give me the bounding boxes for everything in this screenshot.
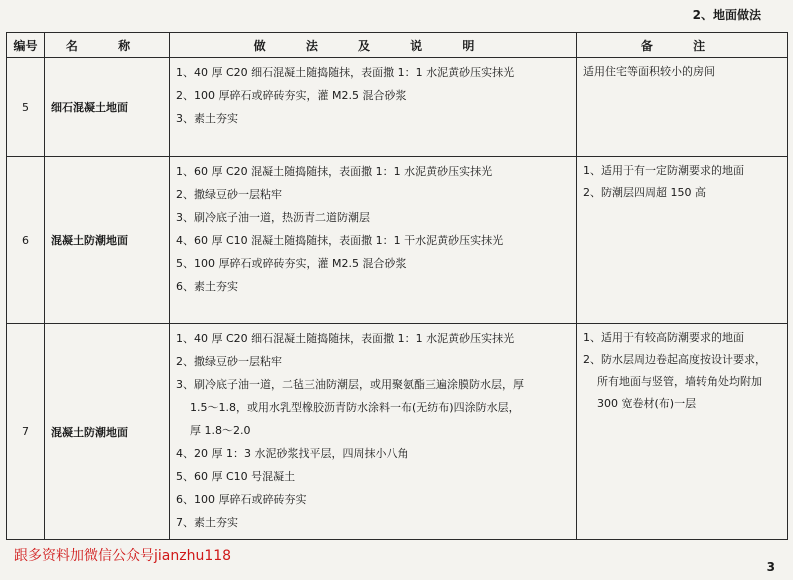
method-line: 1、40 厚 C20 细石混凝土随捣随抹，表面撒 1：1 水泥黄砂压实抹光 xyxy=(176,66,515,79)
method-line: 1、60 厚 C20 混凝土随捣随抹，表面撒 1：1 水泥黄砂压实抹光 xyxy=(176,165,493,178)
table-row xyxy=(7,58,788,157)
row-number: 6 xyxy=(7,157,45,324)
remark-line: 300 宽卷材(布)一层 xyxy=(597,397,697,410)
section-title: 2、地面做法 xyxy=(692,8,761,22)
remark-line: 适用住宅等面积较小的房间 xyxy=(583,65,715,78)
method-line: 7、素土夯实 xyxy=(176,516,238,529)
method-line: 5、100 厚碎石或碎砖夯实，灌 M2.5 混合砂浆 xyxy=(176,257,407,270)
header-method: 做 法 及 说 明 xyxy=(170,33,577,58)
remark-line: 所有地面与竖管，墙转角处均附加 xyxy=(597,375,762,388)
remark-line: 2、防水层周边卷起高度按设计要求， xyxy=(583,353,766,366)
header-remark: 备 注 xyxy=(577,33,788,58)
method-line: 3、刷冷底子油一道，二毡三油防潮层，或用聚氨酯三遍涂膜防水层，厚 xyxy=(176,378,524,391)
table-header-row xyxy=(7,33,788,58)
method-line: 5、60 厚 C10 号混凝土 xyxy=(176,470,296,483)
table-row xyxy=(7,157,788,324)
method-line: 3、刷冷底子油一道，热沥青二道防潮层 xyxy=(176,211,370,224)
method-line: 3、素土夯实 xyxy=(176,112,238,125)
method-line: 2、撒绿豆砂一层粘牢 xyxy=(176,355,282,368)
row-remark xyxy=(577,157,788,324)
method-line: 2、撒绿豆砂一层粘牢 xyxy=(176,188,282,201)
row-remark xyxy=(577,58,788,157)
watermark-text: 跟多资料加微信公众号jianzhu118 xyxy=(14,548,232,564)
header-num: 编号 xyxy=(7,33,45,58)
method-line: 6、100 厚碎石或碎砖夯实 xyxy=(176,493,307,506)
row-method xyxy=(170,157,577,324)
remark-line: 1、适用于有一定防潮要求的地面 xyxy=(583,164,744,177)
row-number: 5 xyxy=(7,58,45,157)
remark-line: 2、防潮层四周超 150 高 xyxy=(583,186,706,199)
row-name: 细石混凝土地面 xyxy=(45,58,170,157)
row-name: 混凝土防潮地面 xyxy=(45,324,170,540)
method-line: 1、40 厚 C20 细石混凝土随捣随抹，表面撒 1：1 水泥黄砂压实抹光 xyxy=(176,332,515,345)
method-line: 2、100 厚碎石或碎砖夯实，灌 M2.5 混合砂浆 xyxy=(176,89,407,102)
method-line: 4、60 厚 C10 混凝土随捣随抹，表面撒 1：1 干水泥黄砂压实抹光 xyxy=(176,234,504,247)
row-method xyxy=(170,324,577,540)
floor-spec-table xyxy=(6,32,788,540)
header-name: 名 称 xyxy=(45,33,170,58)
row-number: 7 xyxy=(7,324,45,540)
page-number: 3 xyxy=(766,560,775,574)
method-line: 4、20 厚 1：3 水泥砂浆找平层，四周抹小八角 xyxy=(176,447,409,460)
row-remark xyxy=(577,324,788,540)
row-method xyxy=(170,58,577,157)
method-line: 6、素土夯实 xyxy=(176,280,238,293)
remark-line: 1、适用于有较高防潮要求的地面 xyxy=(583,331,744,344)
table-row xyxy=(7,324,788,540)
method-line: 1.5～1.8，或用水乳型橡胶沥青防水涂料一布(无纺布)四涂防水层， xyxy=(190,401,520,414)
row-name: 混凝土防潮地面 xyxy=(45,157,170,324)
method-line: 厚 1.8～2.0 xyxy=(190,424,251,437)
